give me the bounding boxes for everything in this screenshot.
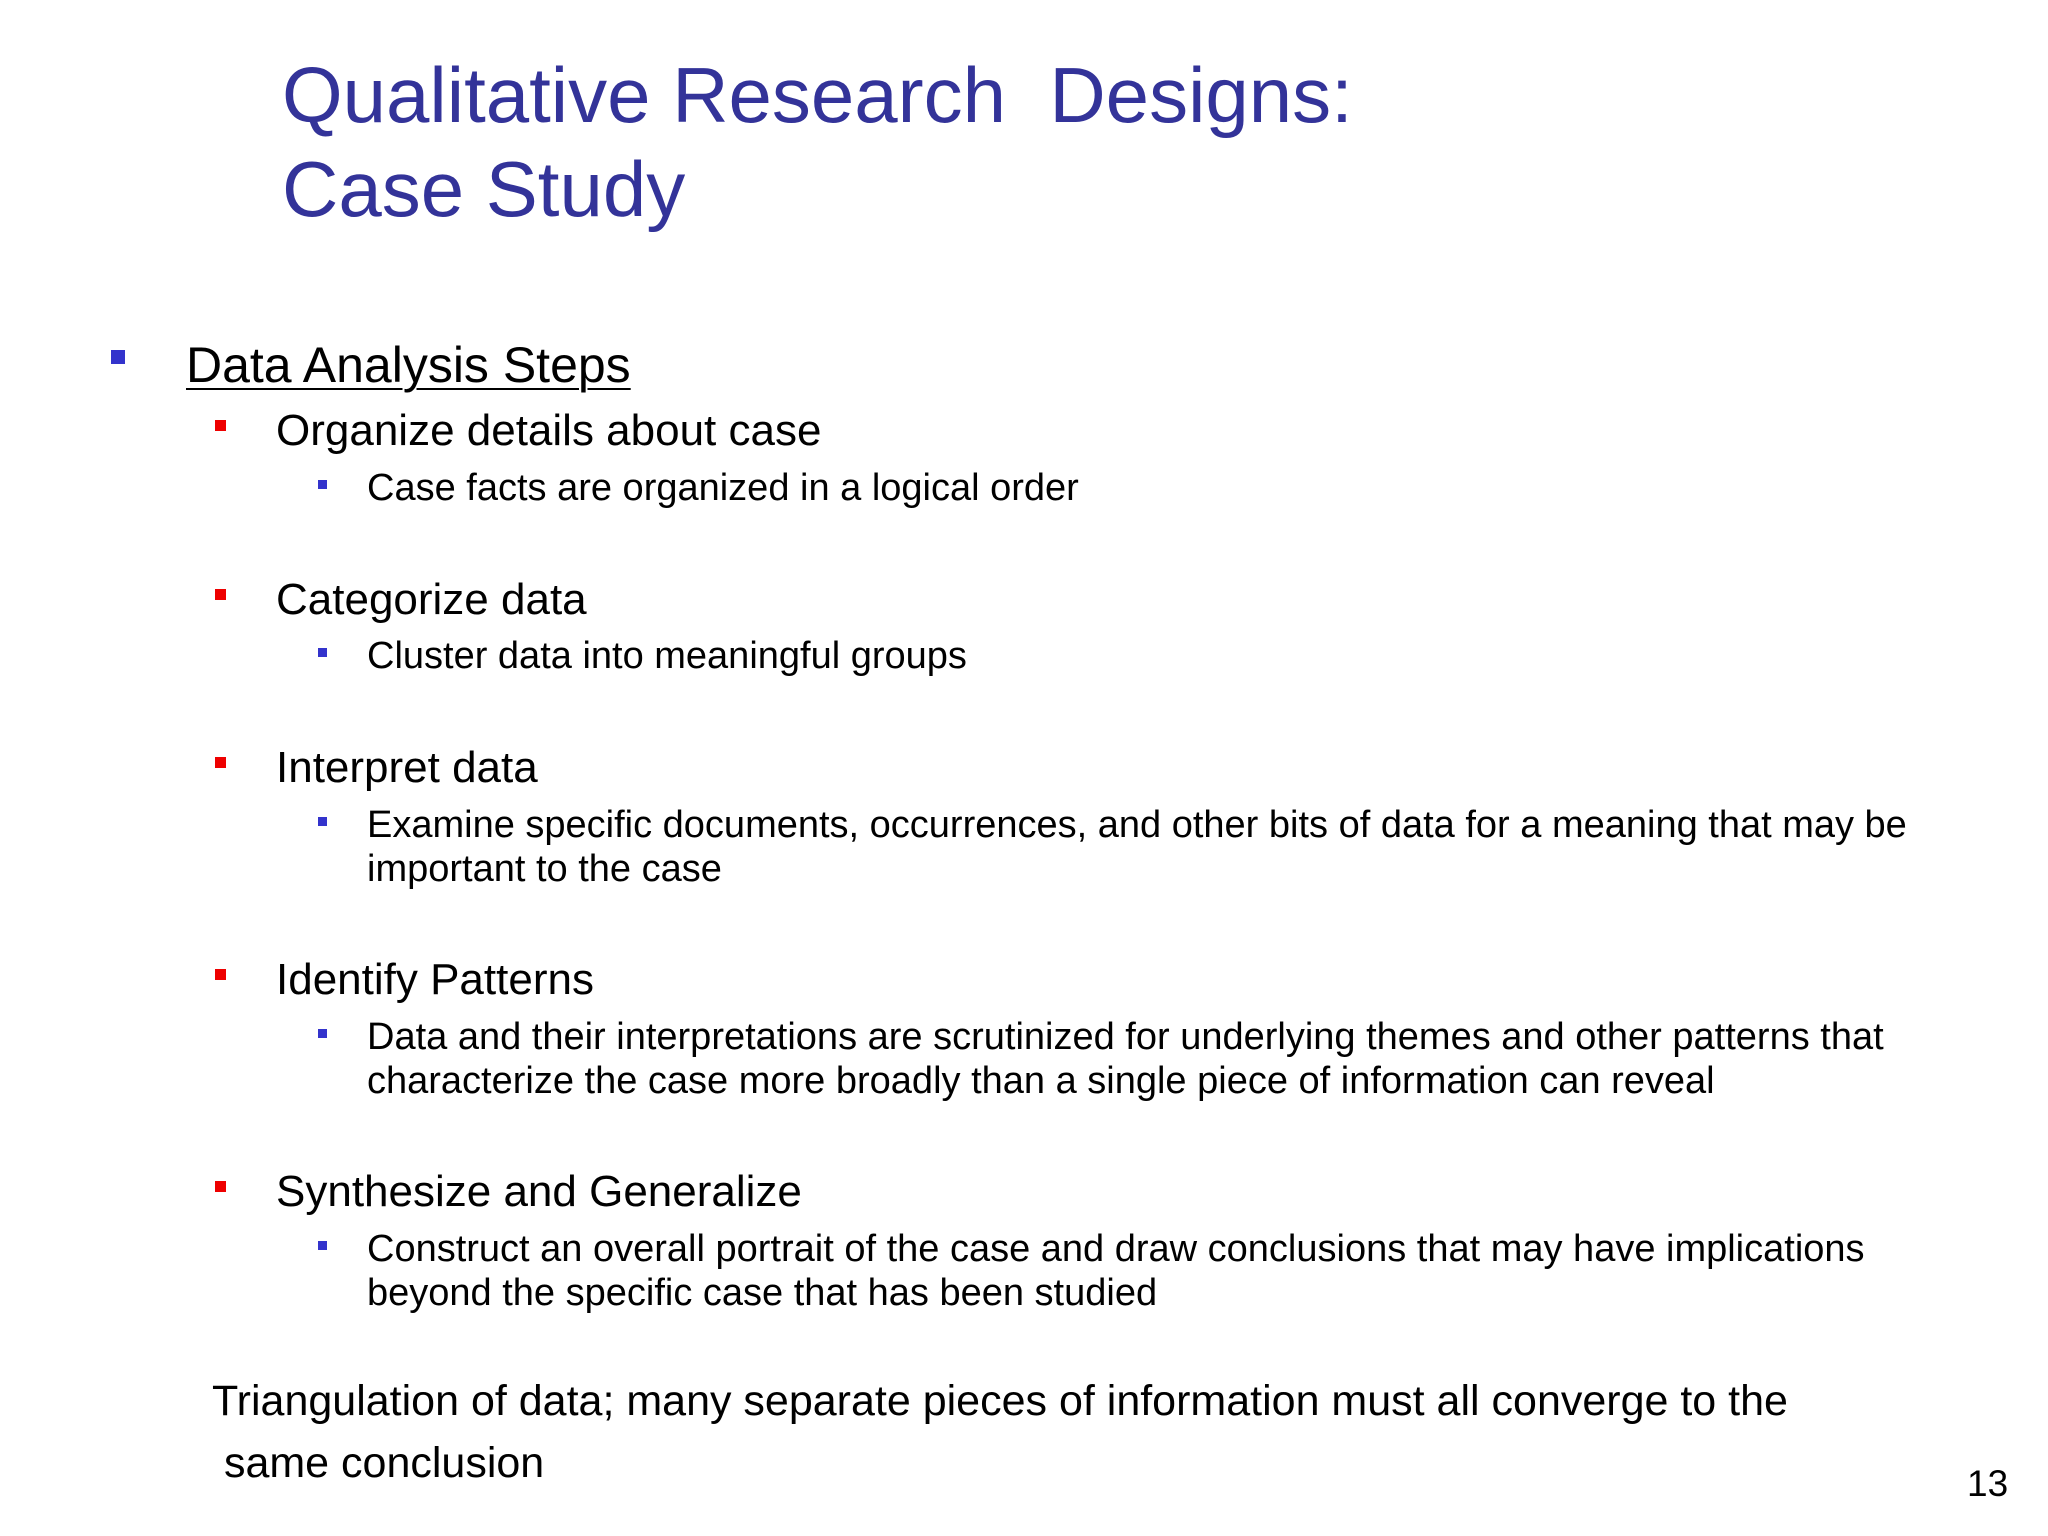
step-label: Interpret data <box>276 743 538 792</box>
section-heading: Data Analysis Steps <box>186 337 631 393</box>
step-label: Categorize data <box>276 575 587 624</box>
slide-title-line-2: Case Study <box>282 145 686 233</box>
step-label: Synthesize and Generalize <box>276 1167 802 1216</box>
step-detail: characterize the case more broadly than a single piece of information can reveal <box>367 1060 1715 1102</box>
page-number: 13 <box>1967 1463 2009 1504</box>
red-square-bullet-icon <box>215 1181 226 1192</box>
red-square-bullet-icon <box>215 589 226 600</box>
blue-square-bullet-icon <box>318 480 327 489</box>
step-detail: Case facts are organized in a logical order <box>367 467 1079 509</box>
blue-square-bullet-icon <box>111 350 125 364</box>
step-detail: important to the case <box>367 848 722 890</box>
step-detail: beyond the specific case that has been studied <box>367 1272 1158 1314</box>
blue-square-bullet-icon <box>318 1241 327 1250</box>
conclusion-line-2: same conclusion <box>212 1439 545 1487</box>
red-square-bullet-icon <box>215 420 226 431</box>
step-detail: Examine specific documents, occurrences, and other bits of data for a meaning that may be <box>367 804 1907 846</box>
slide-title-line-1: Qualitative Research Designs: <box>282 51 1353 139</box>
blue-square-bullet-icon <box>318 648 327 657</box>
step-detail: Cluster data into meaningful groups <box>367 635 967 677</box>
blue-square-bullet-icon <box>318 1029 327 1038</box>
step-label: Identify Patterns <box>276 955 594 1004</box>
step-detail: Data and their interpretations are scrutinized for underlying themes and other patterns that <box>367 1016 1884 1058</box>
conclusion-line-1: Triangulation of data; many separate pieces of information must all converge to the <box>212 1377 1788 1425</box>
red-square-bullet-icon <box>215 969 226 980</box>
step-label: Organize details about case <box>276 406 822 455</box>
step-detail: Construct an overall portrait of the case and draw conclusions that may have implications <box>367 1228 1865 1270</box>
red-square-bullet-icon <box>215 757 226 768</box>
blue-square-bullet-icon <box>318 817 327 826</box>
